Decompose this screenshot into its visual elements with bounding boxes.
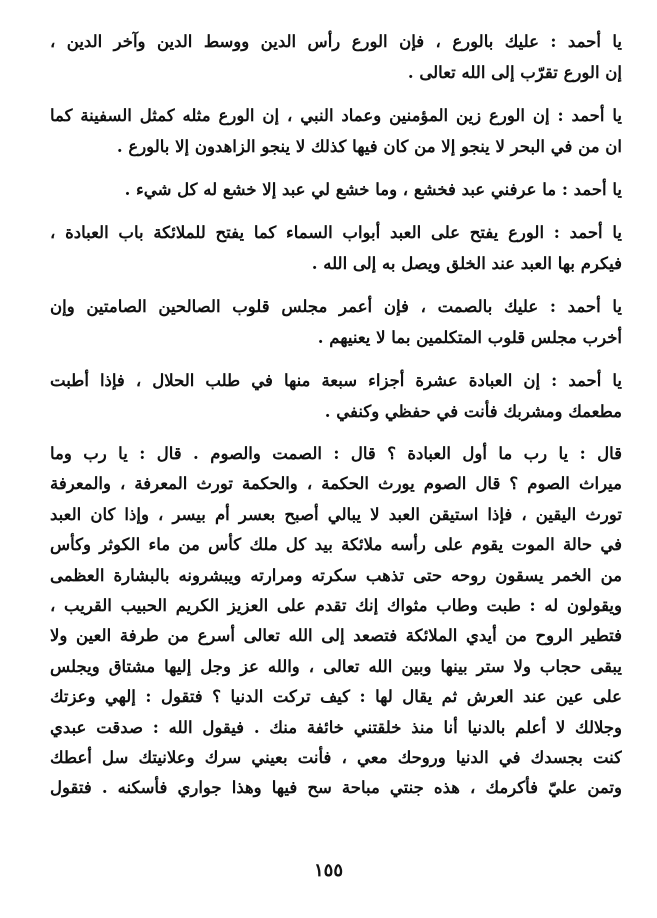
text-line: قال : يا رب ما أول العبادة ؟ قال : الصمت والصوم . قال : يا رب وما <box>50 444 622 463</box>
text-line: يا أحمد : إن العبادة عشرة أجزاء سبعة منها في طلب الحلال ، فإذا أطبت <box>50 371 622 390</box>
text-line: يا أحمد : عليك بالصمت ، فإن أعمر مجلس قلوب الصالحين الصامتين وإن <box>50 297 622 316</box>
paragraph-wara-3 <box>50 217 622 279</box>
text-line: ميراث الصوم ؟ قال الصوم يورث الحكمة ، والحكمة تورث المعرفة ، والمعرفة <box>50 474 622 494</box>
paragraph-ibada <box>50 365 622 427</box>
text-line: في حالة الموت يقوم على رأسه ملائكة بيد كل ملك كأس من ماء الكوثر وكأس <box>50 535 622 555</box>
text-line: ويقولون له : طبت وطاب مثواك إنك تقدم على العزيز الكريم الحبيب القريب ، <box>50 595 622 615</box>
paragraph-wara-2 <box>50 100 622 162</box>
text-line: يا أحمد : ما عرفني عبد فخشع ، وما خشع لي عبد إلا خشع له كل شيء . <box>124 180 622 199</box>
paragraph-khushu <box>50 174 622 205</box>
text-line: يبقى حجاب ولا ستر بينها وبين الله تعالى ، والله عز وجل إليها مشتاق ويجلس <box>50 656 622 676</box>
text-line: وتمن عليّ فأكرمك ، هذه جنتي مباحة سح فيها وهذا جواري فأسكنه . فتقول <box>50 778 622 798</box>
text-line: تورث اليقين ، فإذا استيقن العبد لا يبالي أصبح بعسر أم بيسر ، وإذا كان العبد <box>50 504 622 524</box>
text-line: وجلالك لا أعلم بالدنيا أنا منذ خلقتني خائفة منك . فيقول الله : صدقت عبدي <box>50 717 622 737</box>
text-line: يا أحمد : الورع يفتح على العبد أبواب السماء كما يفتح للملائكة باب العبادة ، <box>50 223 622 242</box>
paragraph-wara-1 <box>50 26 622 88</box>
text-line: يا أحمد : إن الورع زين المؤمنين وعماد النبي ، إن الورع مثله كمثل السفينة كما <box>50 106 622 125</box>
text-line: إن الورع تقرّب إلى الله تعالى . <box>407 63 622 82</box>
page-number: ١٥٥ <box>313 860 343 881</box>
text-line: فيكرم بها العبد عند الخلق ويصل به إلى الله . <box>311 254 622 273</box>
text-line: كنت بجسدك في الدنيا وروحك معي ، فأنت بعيني سرك وعلانيتك سل أعطك <box>50 747 622 767</box>
text-line: فتطير الروح من أيدي الملائكة فتصعد إلى الله تعالى أسرع من طرفة العين ولا <box>50 626 622 646</box>
page-body <box>50 26 622 816</box>
text-line: على عين عند العرش ثم يقال لها : كيف تركت الدنيا ؟ فتقول : إلهي وعزتك <box>50 687 622 707</box>
text-line: يا أحمد : عليك بالورع ، فإن الورع رأس الدين ووسط الدين وآخر الدين ، <box>50 32 622 51</box>
text-line: مطعمك ومشربك فأنت في حفظي وكنفي . <box>324 402 622 421</box>
text-line: ان من في البحر لا ينجو إلا من كان فيها كذلك لا ينجو الزاهدون إلا بالورع . <box>116 137 622 156</box>
paragraph-samt <box>50 291 622 353</box>
text-line: من الخمر يسقون روحه حتى تذهب سكرته ومرارته ويبشرونه بالبشارة العظمى <box>50 565 622 585</box>
paragraph-dialogue <box>50 439 622 804</box>
text-line: أخرب مجلس قلوب المتكلمين بما لا يعنيهم . <box>317 328 622 347</box>
